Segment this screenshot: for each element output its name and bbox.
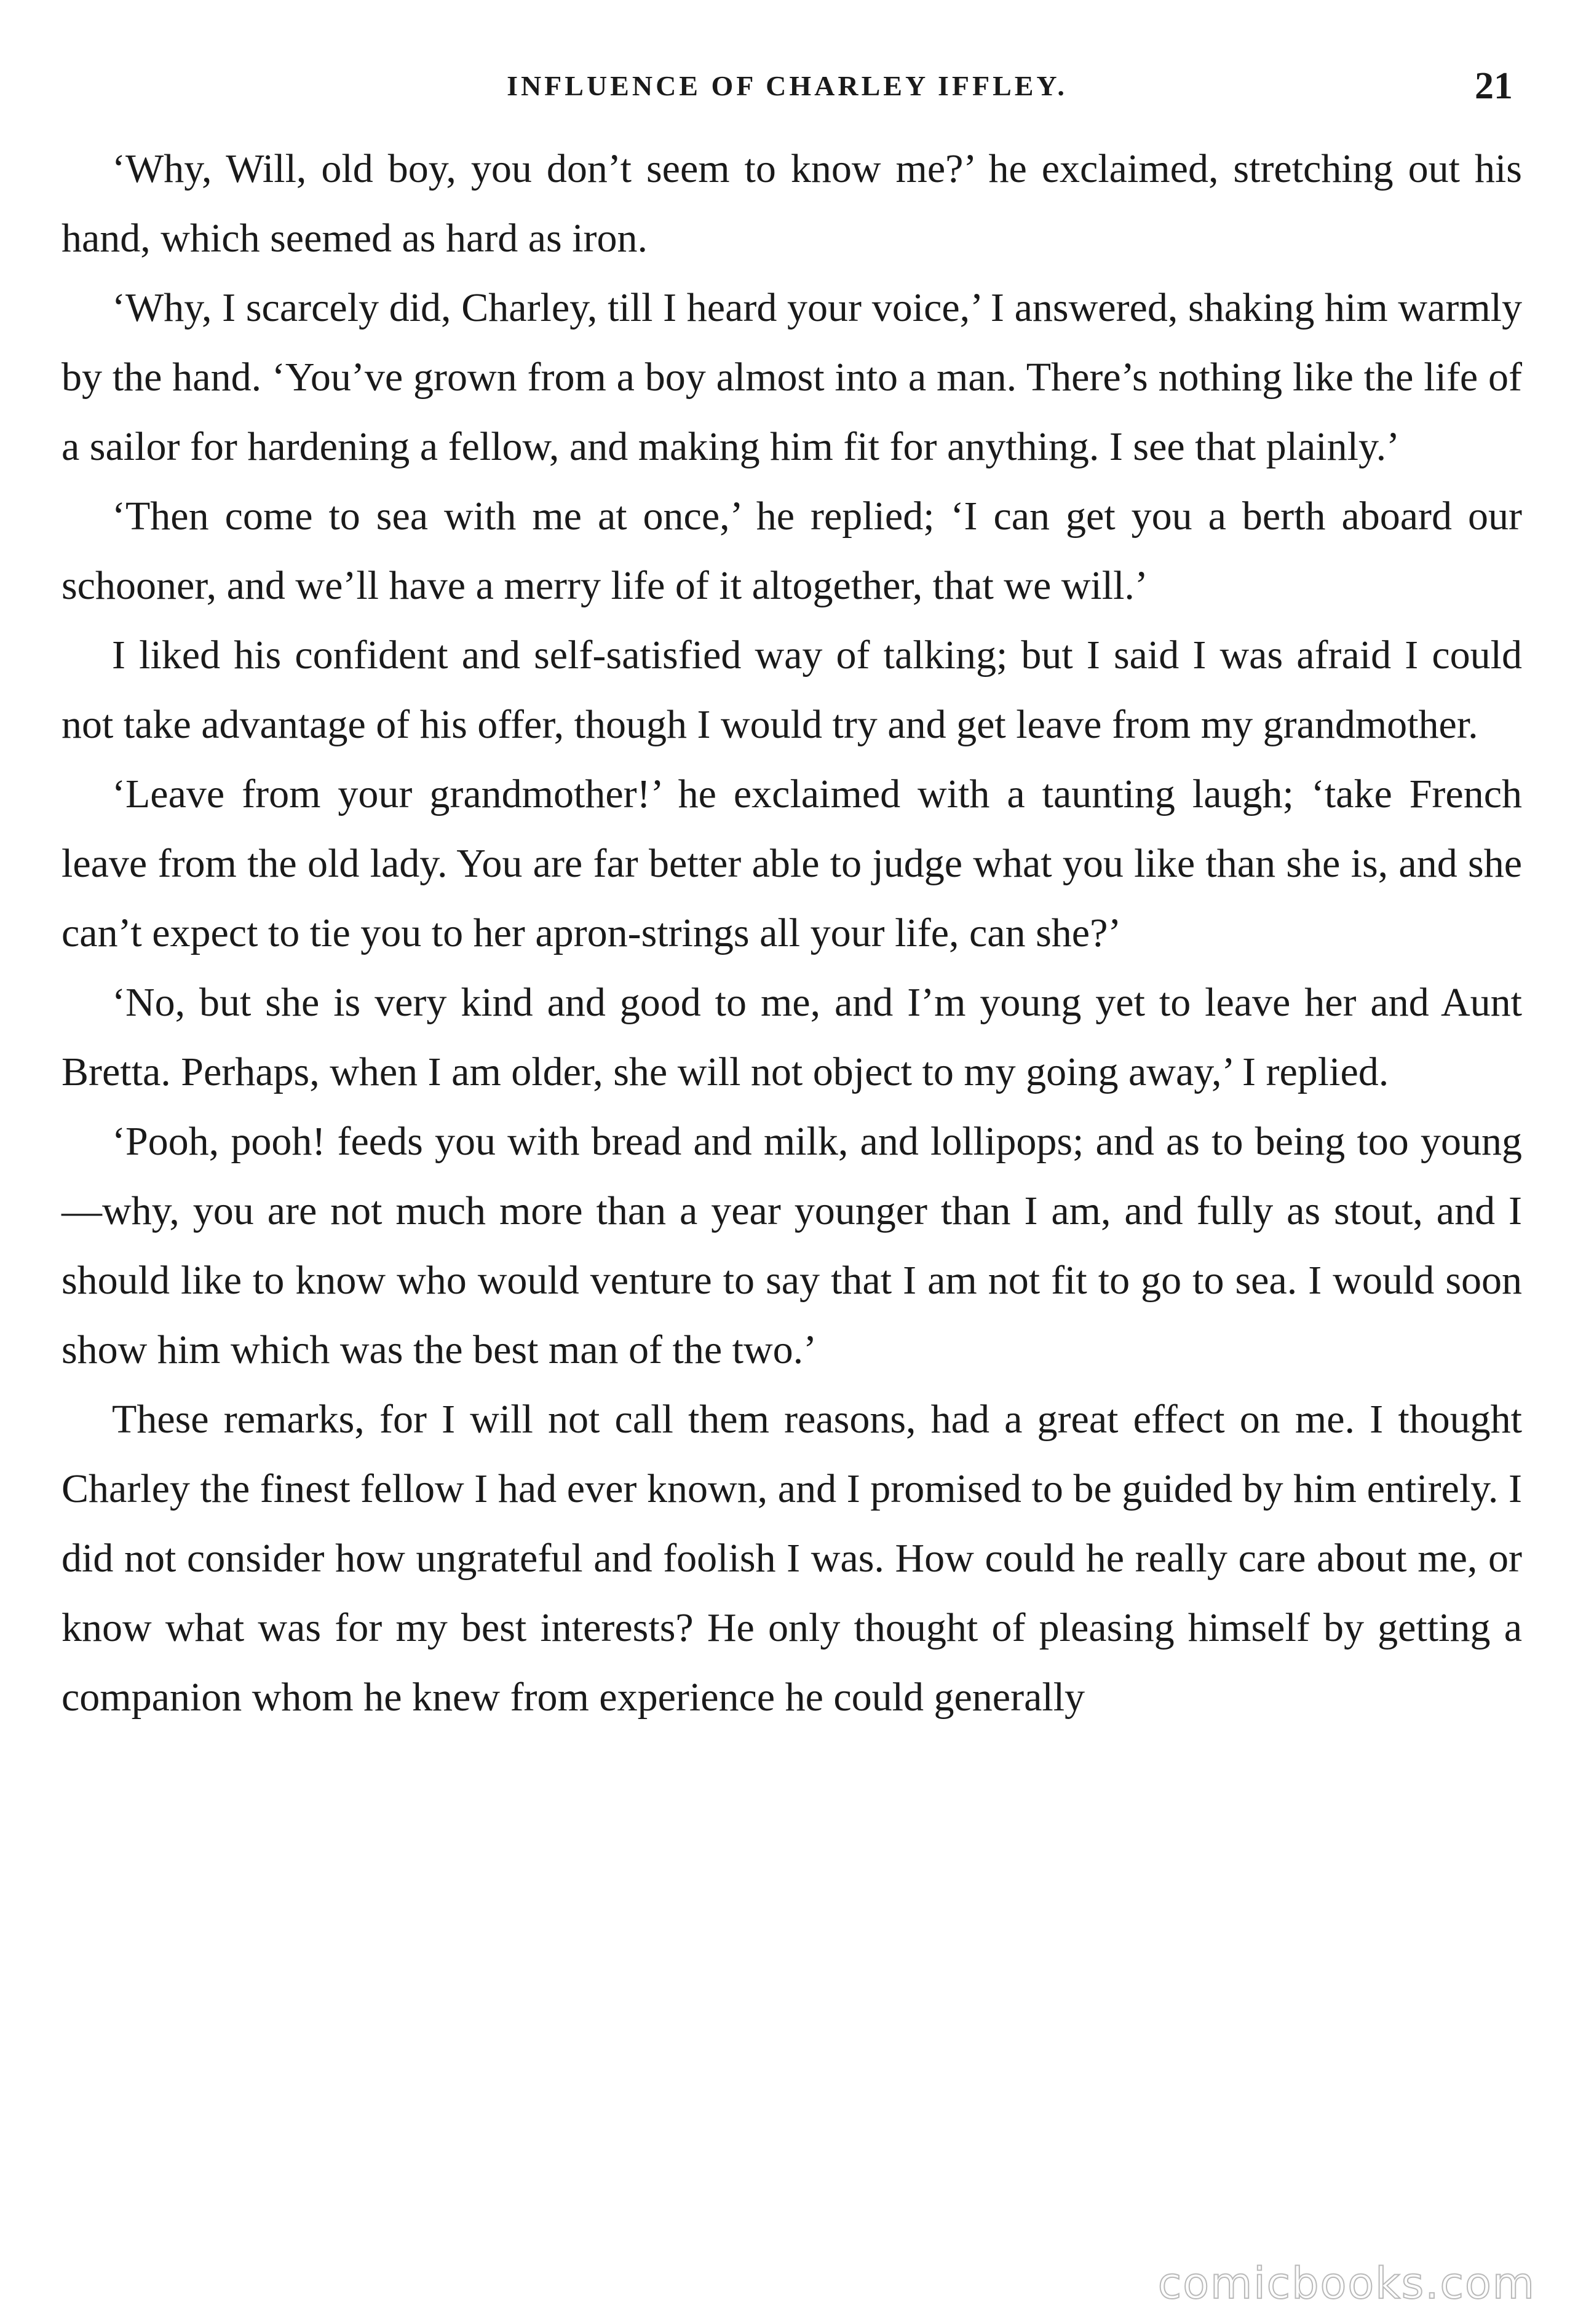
running-title: INFLUENCE OF CHARLEY IFFLEY.	[507, 70, 1068, 101]
paragraph-8: These remarks, for I will not call them reasons, had a great effect on me. I thought Charley the finest fellow I had ever known, and I promised to be guided by him entirely. I did not consider how ungrateful and foolish I was. How could he really care about me, or know what was for my best interests? He only thought of pleasing himself by getting a companion whom he knew from experience he could generally	[61, 1397, 1522, 1720]
paragraph-5: ‘Leave from your grandmother!’ he exclaimed with a taunting laugh; ‘take French leave from the old lady. You are far better able to judge what you like than she is, and she can’t expect to tie you to her apron-strings all your life, can she?’	[61, 772, 1522, 955]
paragraph-6: ‘No, but she is very kind and good to me, and I’m young yet to leave her and Aunt Bretta. Perhaps, when I am older, she will not object to my going away,’ I replied.	[61, 980, 1522, 1094]
paragraph-3: ‘Then come to sea with me at once,’ he replied; ‘I can get you a berth aboard our schooner, and we’ll have a merry life of it altogether, that we will.’	[61, 494, 1522, 608]
paragraph-2: ‘Why, I scarcely did, Charley, till I heard your voice,’ I answered, shaking him warmly by the hand. ‘You’ve grown from a boy almost into a man. There’s nothing like the life of a sailor for hardening a fellow, and making him fit for anything. I see that plainly.’	[61, 285, 1522, 469]
paragraph-4: I liked his confident and self-satisfied way of talking; but I said I was afraid I could not take advantage of his offer, though I would try and get leave from my grandmother.	[61, 633, 1522, 747]
watermark: comicbooks.com	[1157, 2258, 1536, 2309]
page-number: 21	[1475, 65, 1513, 107]
paragraph-1: ‘Why, Will, old boy, you don’t seem to know me?’ he exclaimed, stretching out his hand, which seemed as hard as iron.	[61, 146, 1522, 261]
paragraph-7: ‘Pooh, pooh! feeds you with bread and milk, and lollipops; and as to being too young—why, you are not much more than a year younger than I am, and fully as stout, and I should like to know who would venture to say that I am not fit to go to sea. I would soon show him which was the best man of the two.’	[61, 1119, 1522, 1372]
running-head	[61, 61, 1513, 111]
body-text	[61, 134, 1522, 1732]
